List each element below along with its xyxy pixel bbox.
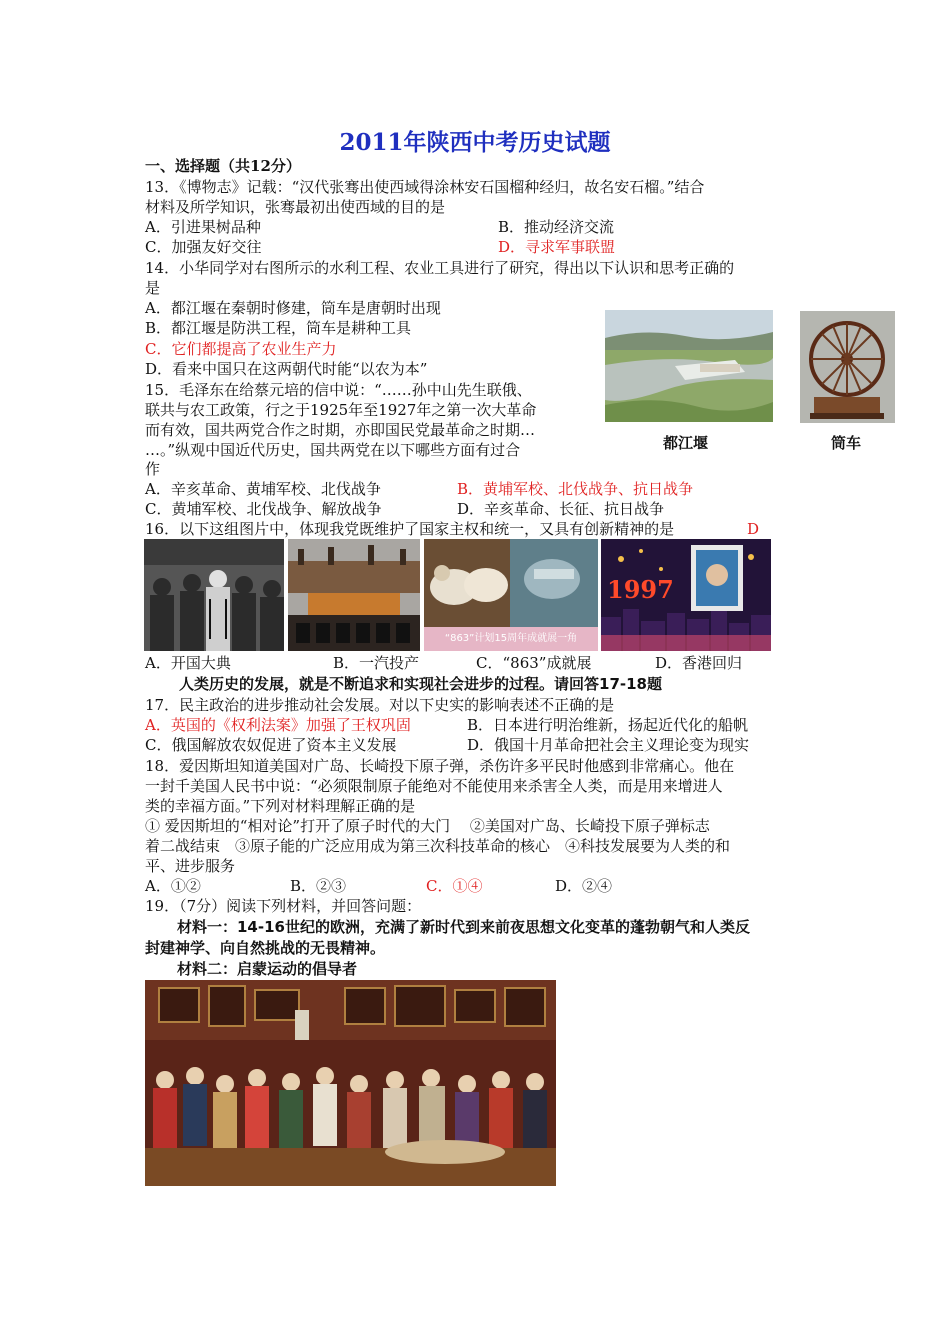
dujiangyan-image xyxy=(605,310,773,422)
founding-ceremony-image xyxy=(144,539,284,651)
q16-option-d: D．香港回归 xyxy=(655,654,743,672)
section-heading: 一、选择题（共12分） xyxy=(145,157,301,175)
hk-handover-year: 1997 xyxy=(607,575,674,604)
q15-option-c: C．黄埔军校、北伐战争、解放战争 xyxy=(145,500,382,518)
q16-answer: D xyxy=(747,520,760,538)
q17-option-b: B．日本进行明治维新，扬起近代化的船帆 xyxy=(467,716,749,734)
q15-option-b: B．黄埔军校、北伐战争、抗日战争 xyxy=(457,480,694,498)
q14-line-1: 14．小华同学对右图所示的水利工程、农业工具进行了研究，得出以下认识和思考正确的 xyxy=(145,259,735,277)
863-exhibition-caption: “863”计划15周年成就展一角 xyxy=(444,633,578,644)
q17-option-d: D．俄国十月革命把社会主义理论变为现实 xyxy=(467,736,750,754)
q15-line-3: 而有效，国共两党合作之时期，亦即国民党最革命之时期… xyxy=(145,421,536,439)
q18-option-d: D．②④ xyxy=(555,877,613,895)
tongche-image xyxy=(800,311,895,423)
enlightenment-salon-painting xyxy=(145,980,556,1186)
q16-option-b: B．一汽投产 xyxy=(333,654,420,672)
q17-option-a: A．英国的《权利法案》加强了王权巩固 xyxy=(145,716,411,734)
q18-line-5: 着二战结束 ③原子能的广泛应用成为第三次科技革命的核心 ④科技发展要为人类的和 xyxy=(145,837,731,855)
q14-line-2: 是 xyxy=(145,279,161,297)
q14-option-a: A．都江堰在秦朝时修建，筒车是唐朝时出现 xyxy=(145,299,441,317)
q13-option-a: A．引进果树品种 xyxy=(145,218,261,236)
q16-option-a: A．开国大典 xyxy=(145,654,231,672)
q18-option-c: C．①④ xyxy=(426,877,483,895)
q18-line-3: 类的幸福方面。”下列对材料理解正确的是 xyxy=(145,797,416,815)
q14-option-b: B．都江堰是防洪工程，筒车是耕种工具 xyxy=(145,319,412,337)
q13-line-1: 13．《博物志》记载：“汉代张骞出使西域得涂林安石国榴种经归，故名安石榴。”结合 xyxy=(145,178,705,196)
q17-18-intro: 人类历史的发展，就是不断追求和实现社会进步的过程。请回答17-18题 xyxy=(179,675,662,693)
q15-line-2: 联共与农工政策，行之于1925年至1927年之第一次大革命 xyxy=(145,401,537,419)
q19-material-1-line-2: 封建神学、向自然挑战的无畏精神。 xyxy=(145,939,386,957)
page-title: 2011年陕西中考历史试题 xyxy=(339,129,611,156)
faw-factory-image xyxy=(288,539,420,651)
q19-material-1-line-1: 材料一：14-16世纪的欧洲，充满了新时代到来前夜思想文化变革的蓬勃朝气和人类反 xyxy=(177,918,750,936)
q18-option-a: A．①② xyxy=(145,877,201,895)
q16-line-1: 16．以下这组图片中，体现我党既维护了国家主权和统一，又具有创新精神的是 xyxy=(145,520,675,538)
q18-line-2: 一封千美国人民书中说：“必须限制原子能绝对不能使用来杀害全人类，而是用来增进人 xyxy=(145,777,723,795)
q18-line-1: 18．爱因斯坦知道美国对广岛、长崎投下原子弹，杀伤许多平民时他感到非常痛心。他在 xyxy=(145,757,735,775)
hk-handover-image xyxy=(601,539,771,651)
q19-line-1: 19．（7分）阅读下列材料，并回答问题： xyxy=(145,897,422,915)
q15-option-d: D．辛亥革命、长征、抗日战争 xyxy=(457,500,665,518)
dujiangyan-caption: 都江堰 xyxy=(663,434,709,452)
q15-line-4: …。”纵观中国近代历史，国共两党在以下哪些方面有过合 xyxy=(145,441,521,459)
q13-option-b: B．推动经济交流 xyxy=(498,218,615,236)
q18-line-6: 平、进步服务 xyxy=(145,857,236,875)
q14-option-d: D．看来中国只在这两朝代时能“以农为本” xyxy=(145,360,428,378)
q13-line-2: 材料及所学知识，张骞最初出使西域的目的是 xyxy=(145,198,446,216)
tongche-caption: 筒车 xyxy=(831,434,862,452)
q19-material-2: 材料二：启蒙运动的倡导者 xyxy=(177,960,358,978)
q17-option-c: C．俄国解放农奴促进了资本主义发展 xyxy=(145,736,397,754)
q13-option-c: C．加强友好交往 xyxy=(145,238,262,256)
q14-option-c: C．它们都提高了农业生产力 xyxy=(145,340,337,358)
q16-option-c: C．“863”成就展 xyxy=(476,654,592,672)
q13-option-d: D．寻求军事联盟 xyxy=(498,238,616,256)
863-exhibition-image xyxy=(424,539,598,651)
q15-line-1: 15．毛泽东在给蔡元培的信中说：“……孙中山先生联俄、 xyxy=(145,381,532,399)
q18-line-4: ① 爱因斯坦的“相对论”打开了原子时代的大门 ②美国对广岛、长崎投下原子弹标志 xyxy=(145,817,710,835)
q17-line-1: 17．民主政治的进步推动社会发展。对以下史实的影响表述不正确的是 xyxy=(145,696,615,714)
q15-line-5: 作 xyxy=(145,460,161,478)
q18-option-b: B．②③ xyxy=(290,877,347,895)
q15-option-a: A．辛亥革命、黄埔军校、北伐战争 xyxy=(145,480,381,498)
